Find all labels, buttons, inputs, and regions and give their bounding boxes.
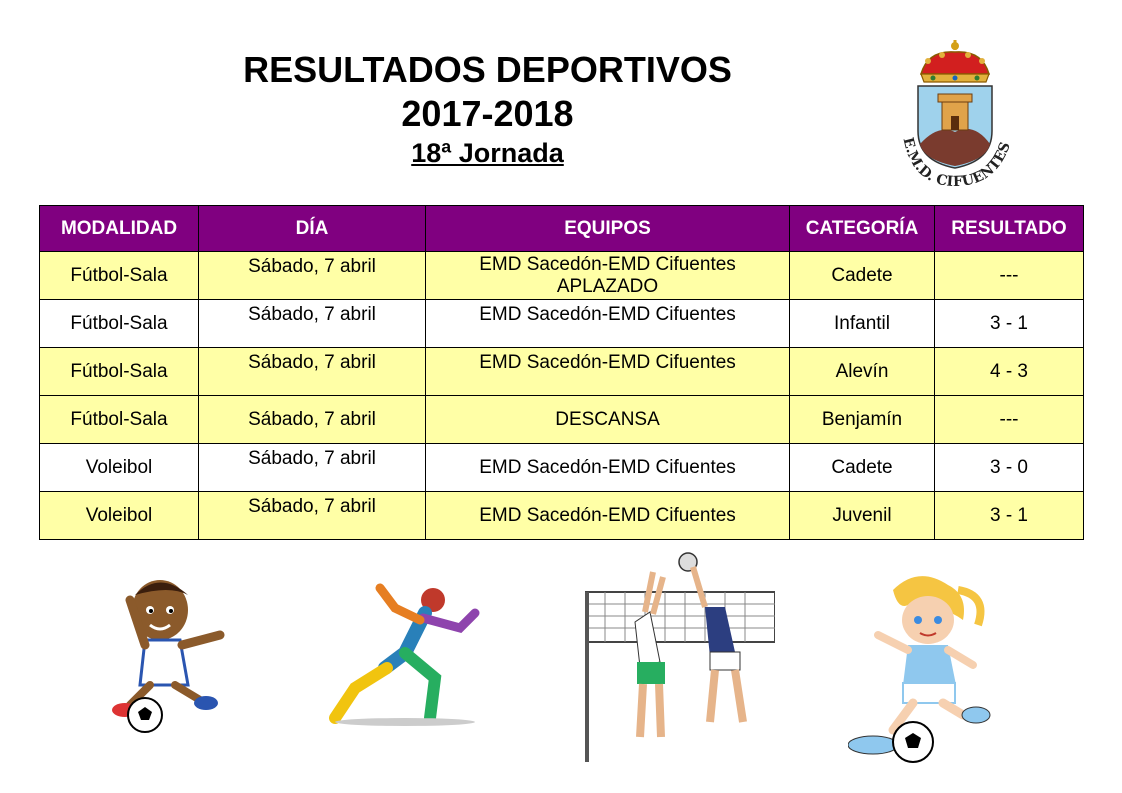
cell-equipos: DESCANSA: [426, 396, 790, 444]
cell-categoria: Cadete: [790, 252, 935, 300]
table-row: [40, 252, 1084, 300]
cell-equipos: [426, 300, 790, 348]
cell-dia: Sábado, 7 abril: [199, 396, 426, 444]
col-categoria: CATEGORÍA: [790, 206, 935, 252]
season-label: 2017-2018: [401, 93, 574, 134]
cell-categoria: Benjamín: [790, 396, 935, 444]
cell-modalidad: Voleibol: [40, 444, 199, 492]
cell-modalidad: Fútbol-Sala: [40, 348, 199, 396]
cell-dia: [199, 300, 426, 348]
table-header-row: [40, 206, 1084, 252]
svg-text:E.M.D. CIFUENTES: E.M.D. CIFUENTES: [899, 135, 1014, 186]
emd-cifuentes-crest-icon: [888, 36, 1023, 186]
cell-equipos: [426, 252, 790, 300]
col-resultado: RESULTADO: [935, 206, 1084, 252]
page-title: RESULTADOS DEPORTIVOS: [243, 49, 732, 90]
cell-equipos: [426, 348, 790, 396]
results-table: [39, 205, 1084, 540]
equipos-text: EMD Sacedón-EMD Cifuentes: [479, 304, 736, 325]
crown-icon: [921, 40, 989, 82]
cell-categoria: Alevín: [790, 348, 935, 396]
cell-resultado: 3 - 1: [935, 492, 1084, 540]
cell-equipos: EMD Sacedón-EMD Cifuentes: [426, 492, 790, 540]
table-row: [40, 396, 1084, 444]
round-label: 18ª Jornada: [411, 138, 564, 168]
cell-resultado: 3 - 1: [935, 300, 1084, 348]
cell-resultado: ---: [935, 252, 1084, 300]
cell-resultado: 3 - 0: [935, 444, 1084, 492]
cell-equipos: EMD Sacedón-EMD Cifuentes: [426, 444, 790, 492]
runner-icon: [325, 578, 490, 728]
cell-modalidad: Fútbol-Sala: [40, 396, 199, 444]
col-modalidad: MODALIDAD: [40, 206, 199, 252]
dia-text: Sábado, 7 abril: [248, 304, 376, 325]
col-equipos: EQUIPOS: [426, 206, 790, 252]
table-row: [40, 492, 1084, 540]
cell-categoria: Infantil: [790, 300, 935, 348]
cell-resultado: 4 - 3: [935, 348, 1084, 396]
dia-text: Sábado, 7 abril: [248, 496, 376, 517]
soccer-girl-icon: [848, 565, 998, 765]
cell-modalidad: Fútbol-Sala: [40, 300, 199, 348]
cell-dia: [199, 252, 426, 300]
volleyball-players-icon: [585, 552, 775, 762]
dia-text: Sábado, 7 abril: [248, 352, 376, 373]
table-row: [40, 348, 1084, 396]
cell-modalidad: Fútbol-Sala: [40, 252, 199, 300]
cell-dia: [199, 492, 426, 540]
cell-dia: [199, 348, 426, 396]
table-row: [40, 300, 1084, 348]
cell-categoria: Cadete: [790, 444, 935, 492]
equipos-text: EMD Sacedón-EMD Cifuentes: [479, 352, 736, 373]
table-row: [40, 444, 1084, 492]
cell-resultado: ---: [935, 396, 1084, 444]
dia-text: Sábado, 7 abril: [248, 448, 376, 469]
col-dia: DÍA: [199, 206, 426, 252]
dia-text: Sábado, 7 abril: [248, 256, 376, 277]
equipos-text: EMD Sacedón-EMD Cifuentes: [479, 253, 736, 275]
cell-dia: [199, 444, 426, 492]
cell-modalidad: Voleibol: [40, 492, 199, 540]
status-note: APLAZADO: [556, 275, 659, 297]
soccer-boy-icon: [100, 570, 240, 740]
cell-categoria: Juvenil: [790, 492, 935, 540]
